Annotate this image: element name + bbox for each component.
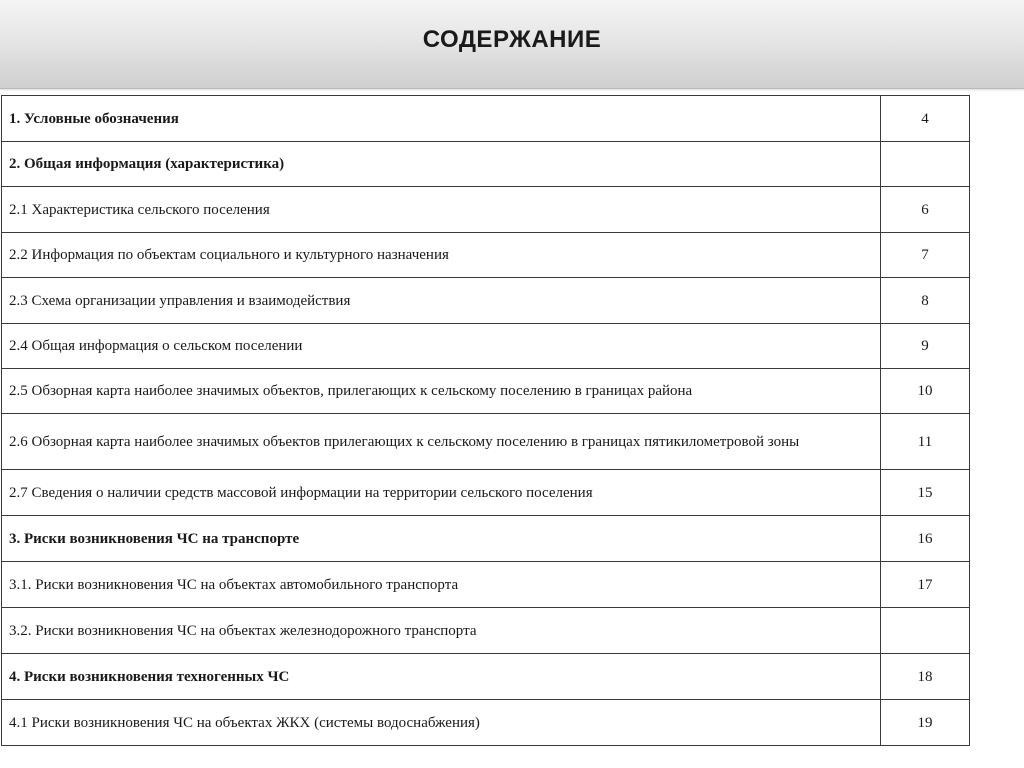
toc-row-page: 17 — [881, 562, 970, 608]
toc-row-title: 2.4 Общая информация о сельском поселении — [2, 324, 881, 369]
toc-row-page: 18 — [881, 654, 970, 700]
toc-row — [2, 562, 970, 608]
toc-row — [2, 369, 970, 414]
toc-row — [2, 654, 970, 700]
toc-row — [2, 187, 970, 233]
toc-row-title: 2.3 Схема организации управления и взаимодействия — [2, 278, 881, 324]
toc-row-title: 2. Общая информация (характеристика) — [2, 142, 881, 187]
toc-row-title: 3.1. Риски возникновения ЧС на объектах автомобильного транспорта — [2, 562, 881, 608]
toc-row-page: 10 — [881, 369, 970, 414]
page-title: СОДЕРЖАНИЕ — [422, 26, 602, 53]
toc-row-page — [881, 608, 970, 654]
toc-row-title: 1. Условные обозначения — [2, 96, 881, 142]
toc-row — [2, 516, 970, 562]
toc-row-title: 2.5 Обзорная карта наиболее значимых объектов, прилегающих к сельскому поселению в границах района — [2, 369, 881, 414]
toc-row-page: 4 — [881, 96, 970, 142]
toc-row-title: 4.1 Риски возникновения ЧС на объектах ЖКХ (системы водоснабжения) — [2, 700, 881, 746]
toc-row — [2, 233, 970, 278]
toc-row-title: 2.2 Информация по объектам социального и культурного назначения — [2, 233, 881, 278]
toc-row-page — [881, 142, 970, 187]
toc-row — [2, 324, 970, 369]
header-bar — [0, 0, 1024, 89]
toc-row-page: 11 — [881, 414, 970, 470]
toc-row-title: 2.1 Характеристика сельского поселения — [2, 187, 881, 233]
toc-row-title: 4. Риски возникновения техногенных ЧС — [2, 654, 881, 700]
toc-row-title: 2.6 Обзорная карта наиболее значимых объектов прилегающих к сельскому поселению в границах пятикилометровой зоны — [2, 414, 881, 470]
table-of-contents — [1, 95, 970, 746]
toc-row-page: 6 — [881, 187, 970, 233]
toc-row-title: 3.2. Риски возникновения ЧС на объектах железнодорожного транспорта — [2, 608, 881, 654]
toc-row — [2, 608, 970, 654]
toc-row — [2, 96, 970, 142]
toc-row-page: 16 — [881, 516, 970, 562]
toc-row-page: 19 — [881, 700, 970, 746]
toc-row-page: 9 — [881, 324, 970, 369]
toc-row-page: 15 — [881, 470, 970, 516]
toc-row-title: 2.7 Сведения о наличии средств массовой информации на территории сельского поселения — [2, 470, 881, 516]
toc-row — [2, 414, 970, 470]
toc-row-page: 7 — [881, 233, 970, 278]
toc-row — [2, 470, 970, 516]
toc-row-title: 3. Риски возникновения ЧС на транспорте — [2, 516, 881, 562]
toc-row — [2, 278, 970, 324]
toc-row-page: 8 — [881, 278, 970, 324]
toc-row — [2, 142, 970, 187]
toc-row — [2, 700, 970, 746]
